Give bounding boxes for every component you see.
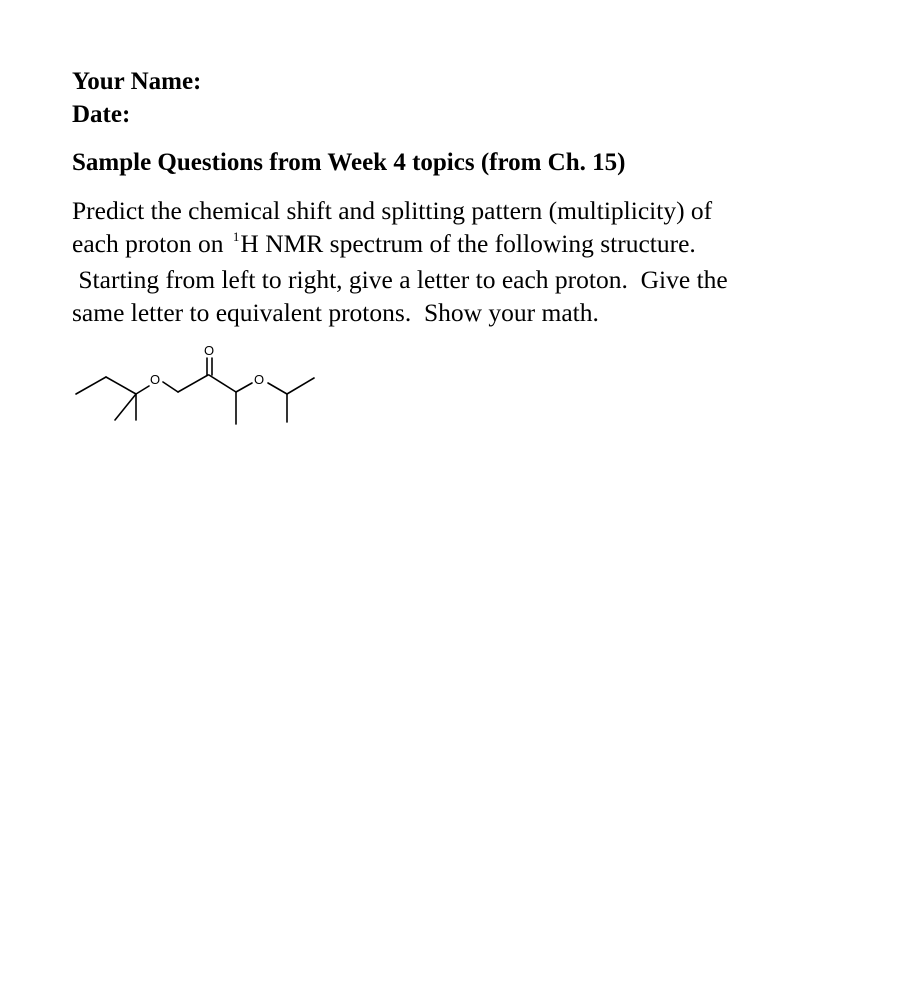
section-heading: Sample Questions from Week 4 topics (from Ch. 15) bbox=[72, 149, 626, 176]
bond bbox=[209, 375, 236, 392]
your-name-label: Your Name: bbox=[72, 68, 202, 95]
question-line-1: Predict the chemical shift and splitting pattern (multiplicity) of bbox=[72, 196, 713, 225]
bond bbox=[136, 386, 149, 394]
bond bbox=[163, 382, 178, 392]
bond bbox=[106, 377, 136, 394]
question-line-3: Starting from left to right, give a letter to each proton. Give the bbox=[72, 265, 728, 294]
question-line-4: same letter to equivalent protons. Show your math. bbox=[72, 297, 599, 327]
oxygen-atom-label: O bbox=[254, 372, 265, 387]
question-text bbox=[72, 195, 872, 329]
question-line-2-end: H NMR spectrum of the following structure. bbox=[240, 228, 696, 258]
date-label: Date: bbox=[72, 101, 131, 128]
bond bbox=[76, 377, 106, 394]
chemical-structure bbox=[60, 330, 340, 440]
carbonyl-oxygen-label: O bbox=[204, 343, 215, 358]
bond bbox=[236, 383, 252, 392]
bond bbox=[268, 383, 287, 394]
isotope-superscript: 1 bbox=[232, 228, 240, 244]
question-line-2-start: each proton on bbox=[72, 228, 230, 258]
bond bbox=[115, 394, 136, 420]
bond bbox=[287, 378, 314, 394]
question-line-2 bbox=[72, 228, 872, 265]
bond bbox=[178, 375, 208, 392]
oxygen-atom-label: O bbox=[150, 372, 161, 387]
